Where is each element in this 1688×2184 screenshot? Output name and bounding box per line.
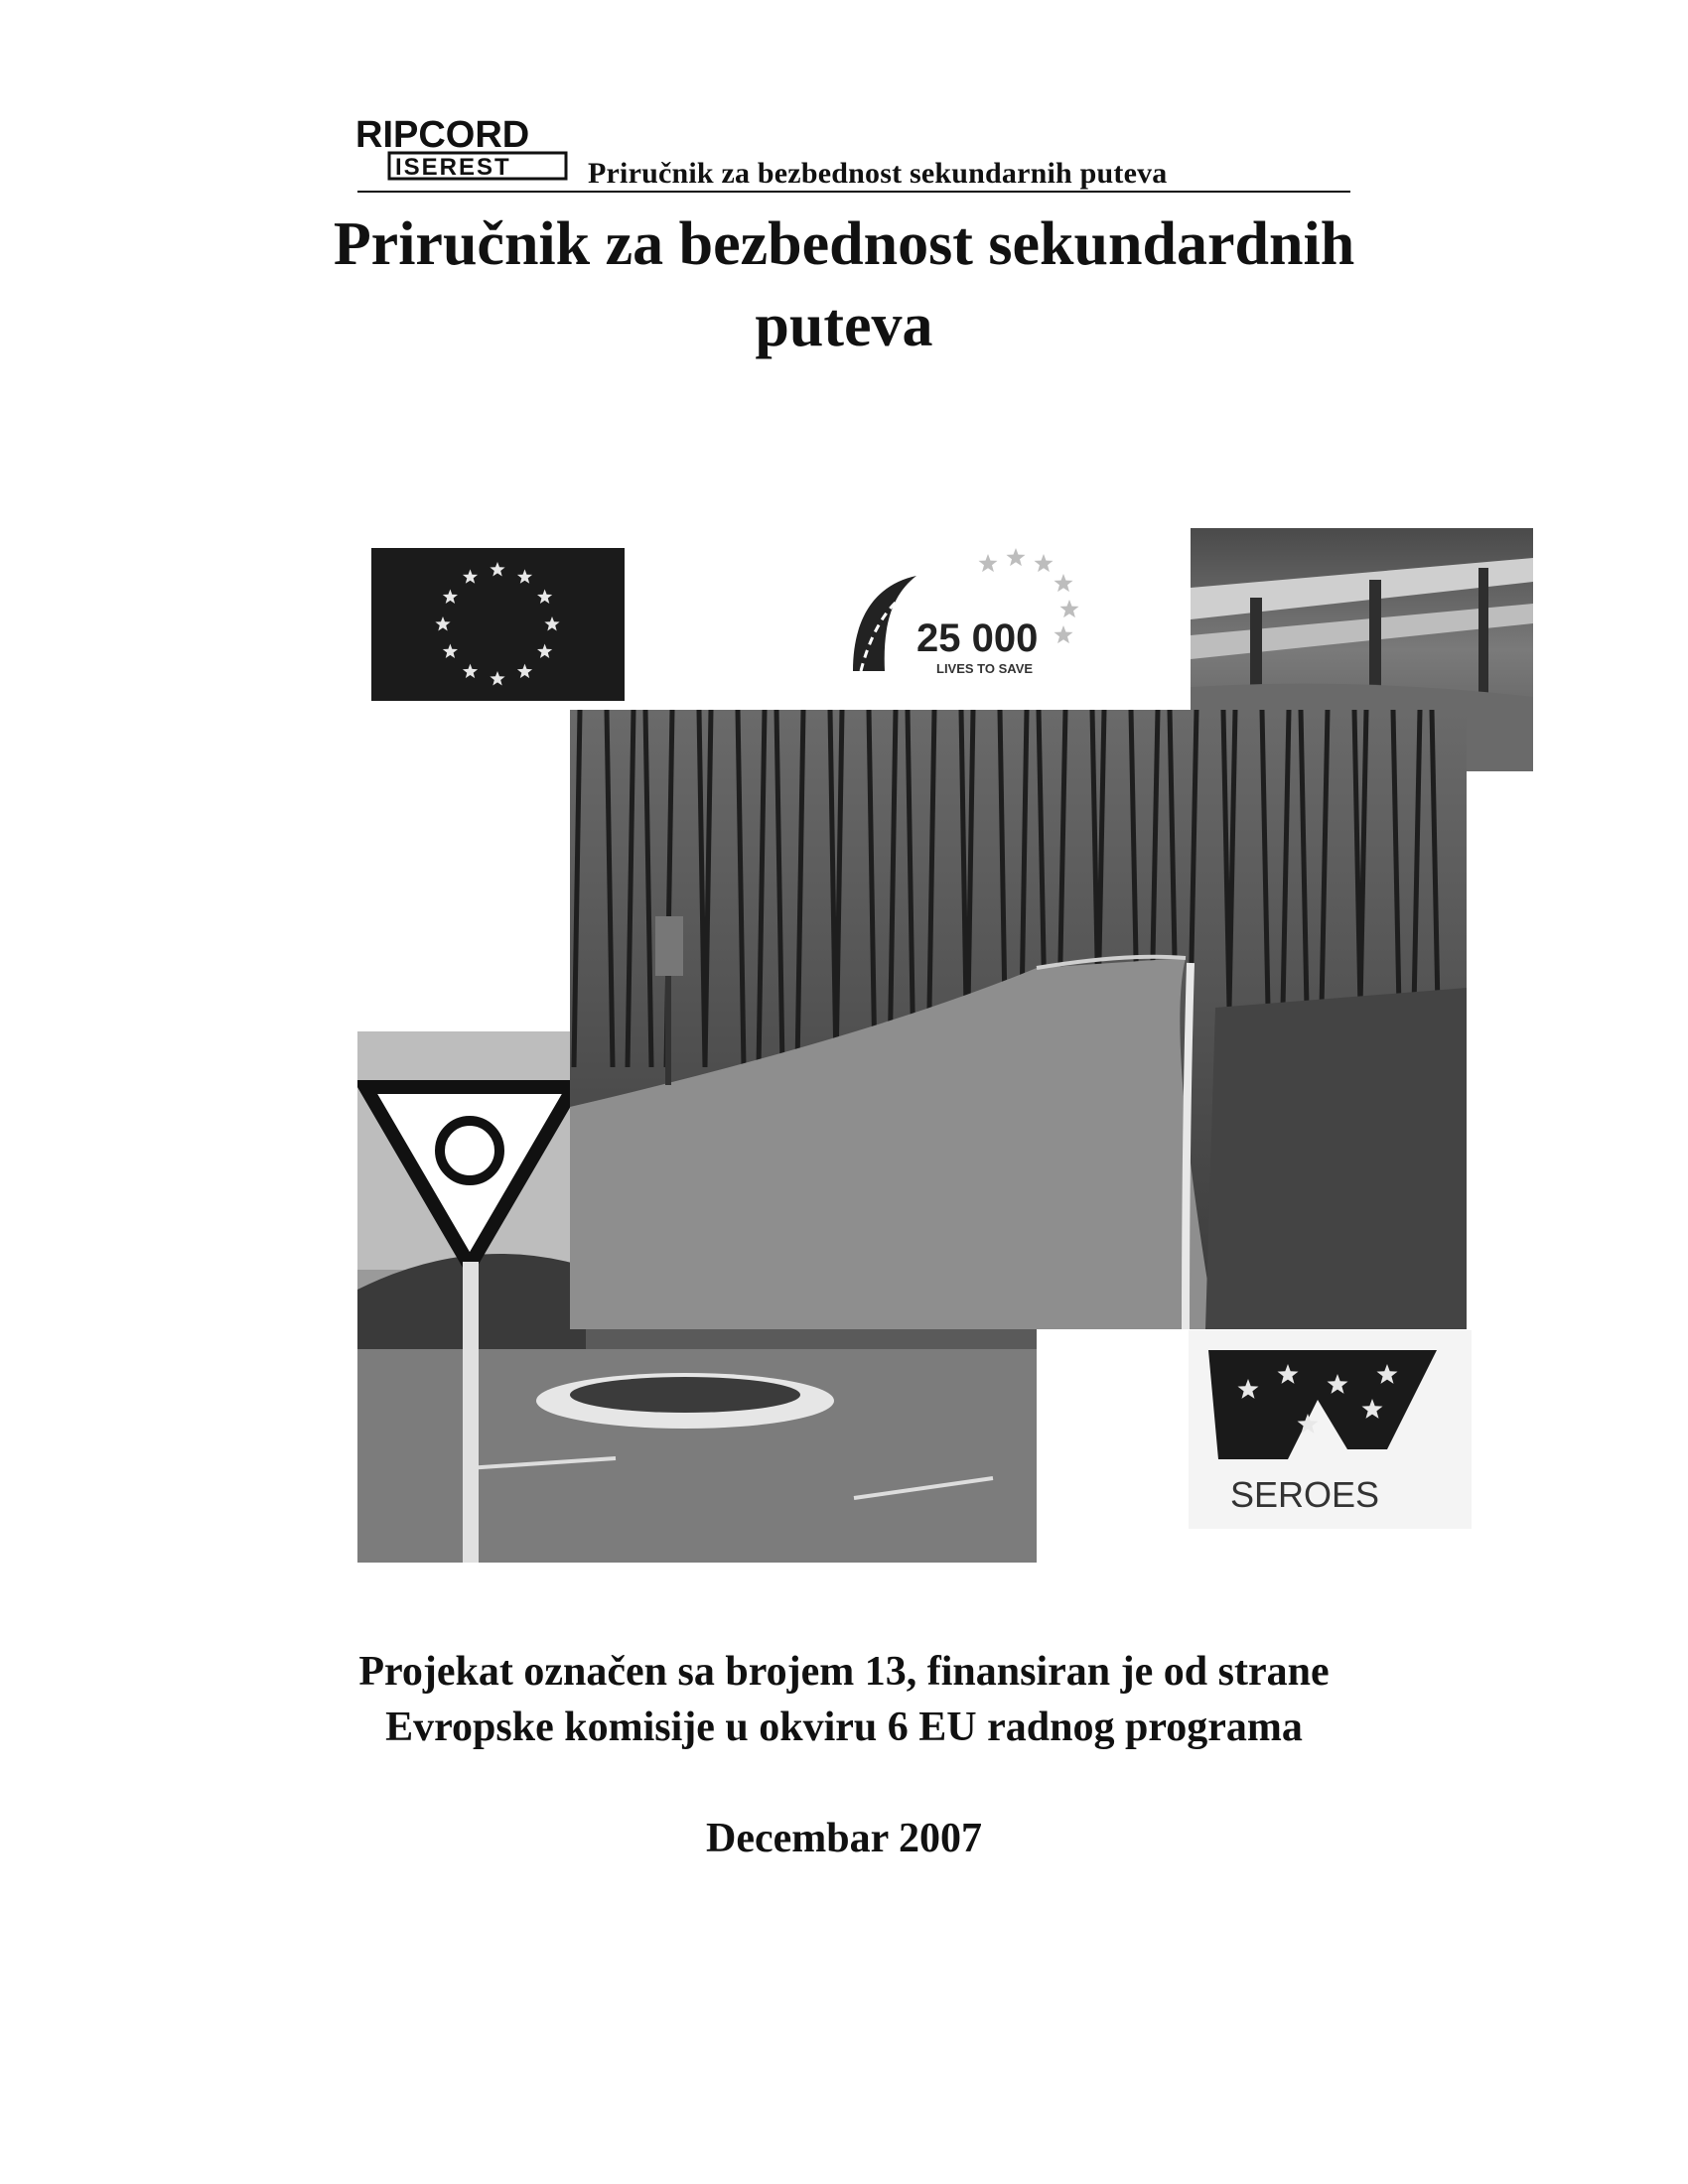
logo-text-bottom: ISEREST	[395, 154, 511, 181]
eu-flag-image	[371, 548, 625, 701]
lives-logo-tagline: LIVES TO SAVE	[936, 661, 1034, 676]
lives-to-save-logo	[839, 544, 1097, 683]
header-title: Priručnik za bezbednost sekundarnih puteva	[588, 157, 1168, 190]
forest-road-photo	[570, 710, 1467, 1329]
funding-statement	[0, 1644, 1688, 1755]
publication-date: Decembar 2007	[706, 1816, 982, 1861]
funding-line-2: Evropske komisije u okviru 6 EU radnog programa	[385, 1705, 1303, 1750]
page-title-line-2: puteva	[755, 292, 933, 359]
funding-line-1: Projekat označen sa brojem 13, finansiran je od strane	[358, 1649, 1330, 1695]
header-underline	[357, 191, 1350, 193]
lives-logo-number: 25 000	[916, 616, 1039, 660]
page-title	[0, 204, 1688, 366]
running-header	[353, 107, 1336, 190]
page-title-line-1: Priručnik za bezbednost sekundardnih	[333, 210, 1355, 278]
ripcord-iserest-logo	[353, 107, 572, 185]
seroes-logo-text: SEROES	[1230, 1474, 1380, 1515]
logo-text-top: RIPCORD	[355, 114, 530, 156]
seroes-logo	[1189, 1330, 1472, 1529]
